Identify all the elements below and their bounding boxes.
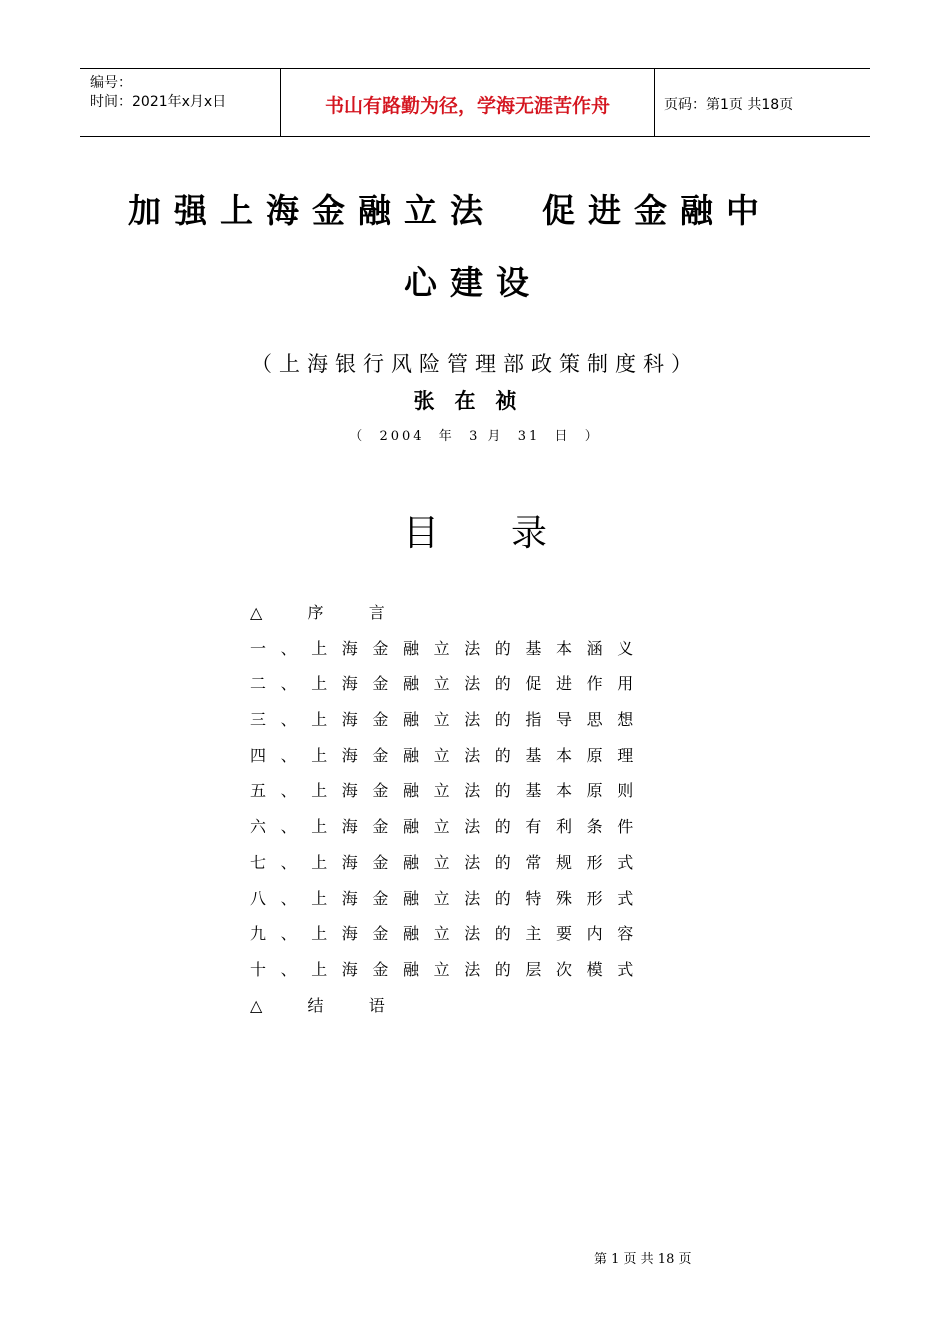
document-title-line1: 加强上海金融立法 促进金融中 [128,191,772,230]
toc-item-6: 六、上海金融立法的有利条件 [250,817,648,837]
toc-item-10: 十、上海金融立法的层次模式 [250,959,648,979]
toc-item-8: 八、上海金融立法的特殊形式 [250,888,648,908]
toc-item-2: 二、上海金融立法的促进作用 [250,674,648,694]
page-footer: 第 1 页 共 18 页 [594,1252,692,1267]
author-name: 张在祯 [413,388,537,413]
toc-item-4: 四、上海金融立法的基本原理 [250,745,648,765]
toc-item-conclusion: △ 结 语 [250,995,400,1015]
toc-item-7: 七、上海金融立法的常规形式 [250,852,648,872]
toc-item-3: 三、上海金融立法的指导思想 [250,710,648,730]
document-date: （ 2004 年 3 月 31 日 ） [349,429,601,444]
header-page-cell [655,69,870,136]
table-of-contents [250,600,690,1028]
header-motto-cell [280,69,655,136]
header-motto: 书山有路勤为径，学海无涯苦作舟 [324,95,610,117]
page-header [80,68,870,137]
toc-title: 目 录 [402,513,547,554]
document-time-label: 时间：2021年x月x日 [90,94,227,110]
header-meta-cell [80,69,280,136]
toc-item-9: 九、上海金融立法的主要内容 [250,924,648,944]
document-number-label: 编号： [90,75,132,91]
toc-item-1: 一、上海金融立法的基本涵义 [250,638,648,658]
document-title-line2: 心建设 [404,263,542,302]
author-department: （上海银行风险管理部政策制度科） [251,352,699,376]
toc-item-5: 五、上海金融立法的基本原则 [250,781,648,801]
header-page-info: 页码：第1页 共18页 [664,97,794,113]
toc-item-preface: △ 序 言 [250,603,400,622]
